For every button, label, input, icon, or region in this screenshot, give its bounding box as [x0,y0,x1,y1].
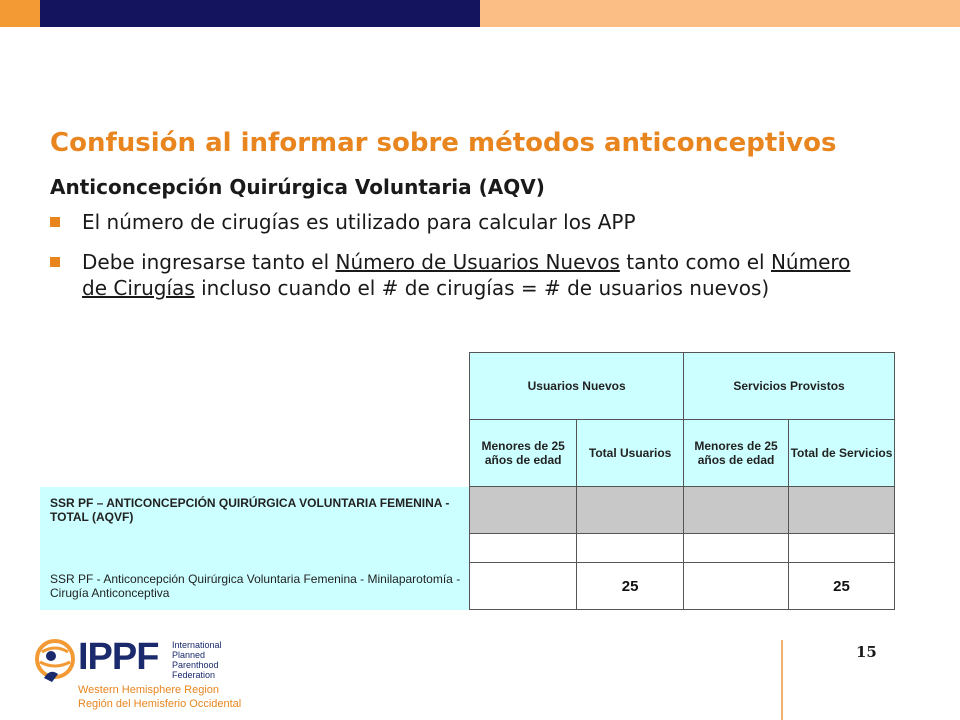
row-label-empty [40,534,470,563]
sub-header-total-usuarios: Total Usuarios [577,420,684,487]
table-cell-value: 25 [577,563,684,610]
page-number: 15 [856,643,877,661]
table-cell-value [684,563,789,610]
bullet-text [82,249,880,301]
table-cell [684,534,789,563]
table-cell [470,487,577,534]
table-row [40,487,895,534]
table-row [40,353,895,420]
bullet-text: El número de cirugías es utilizado para calcular los APP [82,210,636,234]
globe-icon [34,638,76,684]
top-bar-peach [480,0,960,27]
bullet-text-part: incluso cuando el # de cirugías = # de usuarios nuevos) [194,276,770,300]
table-row [40,563,895,610]
table-cell [577,487,684,534]
footer-divider [781,640,783,720]
table-cell [470,534,577,563]
top-bar-orange [0,0,40,27]
sub-header-menores-servicios: Menores de 25 años de edad [684,420,789,487]
table-cell [789,534,895,563]
table-cell-value [470,563,577,610]
table-row [40,420,895,487]
table-cell [684,487,789,534]
top-bar-navy [40,0,480,27]
ippf-org-name [172,640,254,680]
group-header-usuarios: Usuarios Nuevos [470,353,684,420]
table-cell-value: 25 [789,563,895,610]
region-line: Región del Hemisferio Occidental [78,698,242,710]
row-label-total-aqvf: SSR PF – ANTICONCEPCIÓN QUIRÚRGICA VOLUNTARIA FEMENINA - TOTAL (AQVF) [40,487,470,534]
table-cell [577,534,684,563]
sub-header-menores-usuarios: Menores de 25 años de edad [470,420,577,487]
bullet-text-part: tanto como el [619,250,771,274]
row-label-minilaparotomia: SSR PF - Anticoncepción Quirúrgica Voluntaria Femenina - Minilaparotomía - Cirugía Anticonceptiva [40,563,470,610]
underlined-term-cirugias: Número de Cirugías [82,250,851,300]
table-blank-corner [40,353,470,420]
slide-title: Confusión al informar sobre métodos anticonceptivos [50,128,837,158]
ippf-region [78,683,241,711]
bullet-square-icon [50,257,60,267]
org-line: Federation [172,670,216,680]
table-cell [789,487,895,534]
sub-header-total-servicios: Total de Servicios [789,420,895,487]
ippf-logo [34,636,254,716]
table-blank-corner [40,420,470,487]
underlined-term-usuarios: Número de Usuarios Nuevos [335,250,620,274]
region-line: Western Hemisphere Region [78,684,220,696]
org-line: Planned Parenthood [172,650,219,670]
data-table [40,352,895,610]
ippf-wordmark: IPPF [78,636,159,678]
table-row [40,534,895,563]
slide-subtitle: Anticoncepción Quirúrgica Voluntaria (AQV) [50,175,545,199]
bullet-square-icon [50,217,60,227]
bullet-text-part: Debe ingresarse tanto el [82,250,336,274]
org-line: International [172,640,222,650]
group-header-servicios: Servicios Provistos [684,353,895,420]
